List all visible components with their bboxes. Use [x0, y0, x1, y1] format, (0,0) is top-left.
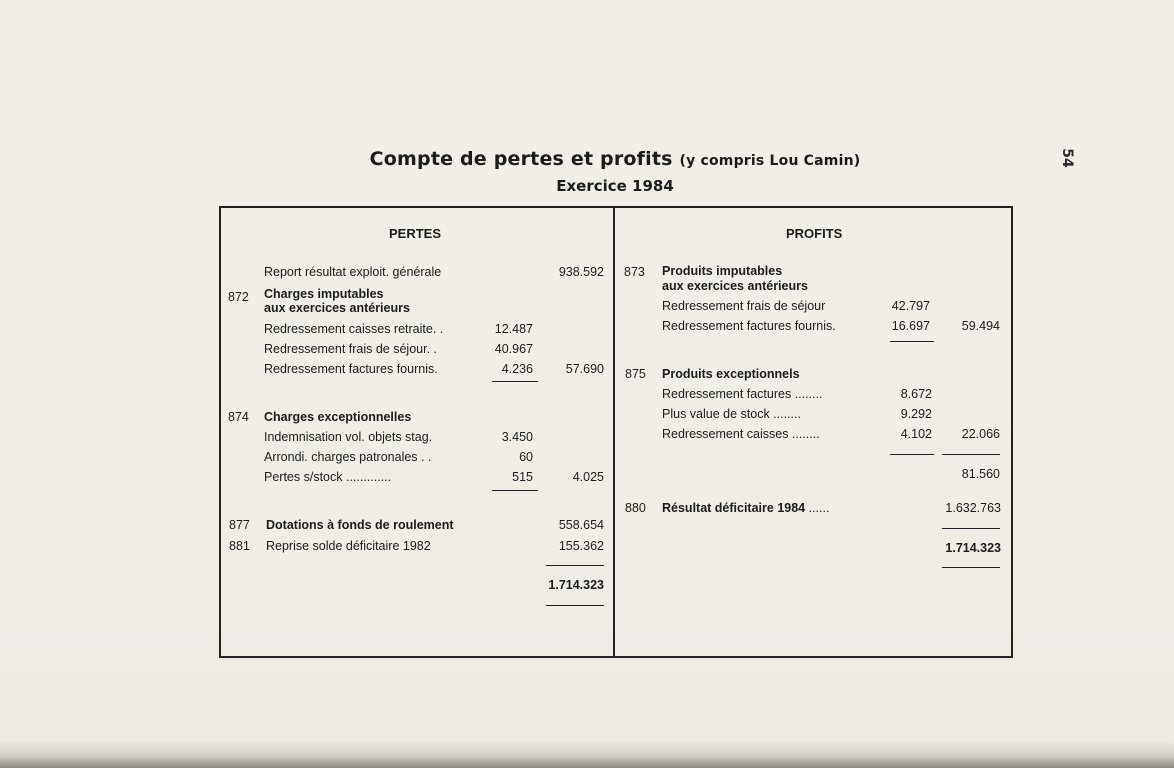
code-880: 880 — [625, 501, 646, 515]
profits-item-amount: 9.292 — [900, 407, 932, 421]
produits-exceptionnels-total: 22.066 — [961, 427, 1000, 441]
charges-exceptionnelles-total: 4.025 — [572, 470, 604, 484]
profits-item-amount: 8.672 — [900, 387, 932, 401]
dotations-label: Dotations à fonds de roulement — [266, 518, 454, 532]
pertes-item-amount: 40.967 — [494, 342, 533, 356]
produits-imputables-title-2: aux exercices antérieurs — [662, 279, 808, 293]
produits-exceptionnels-title: Produits exceptionnels — [662, 367, 800, 381]
reprise-total: 155.362 — [558, 539, 604, 553]
subtotal-rule — [492, 381, 538, 382]
profits-item: Redressement caisses ........ — [662, 427, 820, 441]
pertes-item: Pertes s/stock ............. — [264, 470, 392, 484]
charges-exceptionnelles-title: Charges exceptionnelles — [264, 410, 412, 424]
produits-imputables-title: Produits imputables — [662, 264, 783, 278]
profits-item: Redressement frais de séjour — [662, 299, 826, 313]
dotations-total: 558.654 — [558, 518, 604, 532]
profits-item-amount: 42.797 — [891, 299, 930, 313]
code-881: 881 — [229, 539, 250, 553]
subtotal-rule — [942, 454, 1000, 455]
profits-grand-total: 1.714.323 — [945, 541, 1001, 555]
pertes-item-amount: 4.236 — [501, 362, 533, 376]
page-edge-shadow — [0, 742, 1174, 768]
total-rule — [942, 528, 1000, 529]
pertes-header: PERTES — [389, 226, 442, 241]
profits-subtotal: 81.560 — [961, 467, 1000, 481]
resultat-label — [662, 500, 829, 516]
charges-imputables-total: 57.690 — [565, 362, 604, 376]
resultat-label-text: Résultat déficitaire 1984 — [662, 501, 806, 515]
pertes-item: Redressement caisses retraite. . — [264, 322, 444, 336]
pertes-item-amount: 12.487 — [494, 322, 533, 336]
profits-item-amount: 16.697 — [891, 319, 930, 333]
subtotal-rule — [492, 490, 538, 491]
resultat-leader: ...... — [808, 501, 830, 515]
profits-item-amount: 4.102 — [900, 427, 932, 441]
charges-imputables-title-2: aux exercices antérieurs — [264, 301, 410, 315]
code-872: 872 — [228, 290, 249, 304]
page-number: 54 — [1059, 148, 1075, 168]
profits-item: Redressement factures fournis. — [662, 319, 836, 333]
resultat-total: 1.632.763 — [945, 501, 1001, 515]
profits-item: Plus value de stock ........ — [662, 407, 801, 421]
code-874: 874 — [228, 410, 249, 424]
reprise-label: Reprise solde déficitaire 1982 — [266, 539, 431, 553]
code-877: 877 — [229, 518, 250, 532]
title-sub: (y compris Lou Camin) — [679, 153, 861, 169]
pertes-item: Arrondi. charges patronales . . — [264, 450, 432, 464]
report-label: Report résultat exploit. générale — [264, 265, 442, 279]
document-title — [220, 148, 1010, 170]
subtotal-rule — [890, 454, 934, 455]
profits-header: PROFITS — [786, 226, 843, 241]
column-divider — [613, 206, 615, 656]
code-875: 875 — [625, 367, 646, 381]
pertes-item-amount: 3.450 — [501, 430, 533, 444]
pertes-item: Redressement frais de séjour. . — [264, 342, 437, 356]
grand-total-rule — [546, 605, 604, 606]
produits-imputables-total: 59.494 — [961, 319, 1000, 333]
charges-imputables-title: Charges imputables — [264, 287, 384, 301]
report-total: 938.592 — [558, 265, 604, 279]
total-rule — [546, 565, 604, 566]
code-873: 873 — [624, 265, 645, 279]
profits-item: Redressement factures ........ — [662, 387, 823, 401]
exercice-label: Exercice 1984 — [556, 177, 674, 195]
pertes-item: Redressement factures fournis. — [264, 362, 438, 376]
pertes-item: Indemnisation vol. objets stag. — [264, 430, 433, 444]
pertes-grand-total: 1.714.323 — [548, 578, 604, 592]
pertes-item-amount: 60 — [519, 450, 533, 464]
pertes-item-amount: 515 — [512, 470, 533, 484]
grand-total-rule — [942, 567, 1000, 568]
title-main: Compte de pertes et profits — [369, 148, 673, 170]
subtotal-rule — [890, 341, 934, 342]
